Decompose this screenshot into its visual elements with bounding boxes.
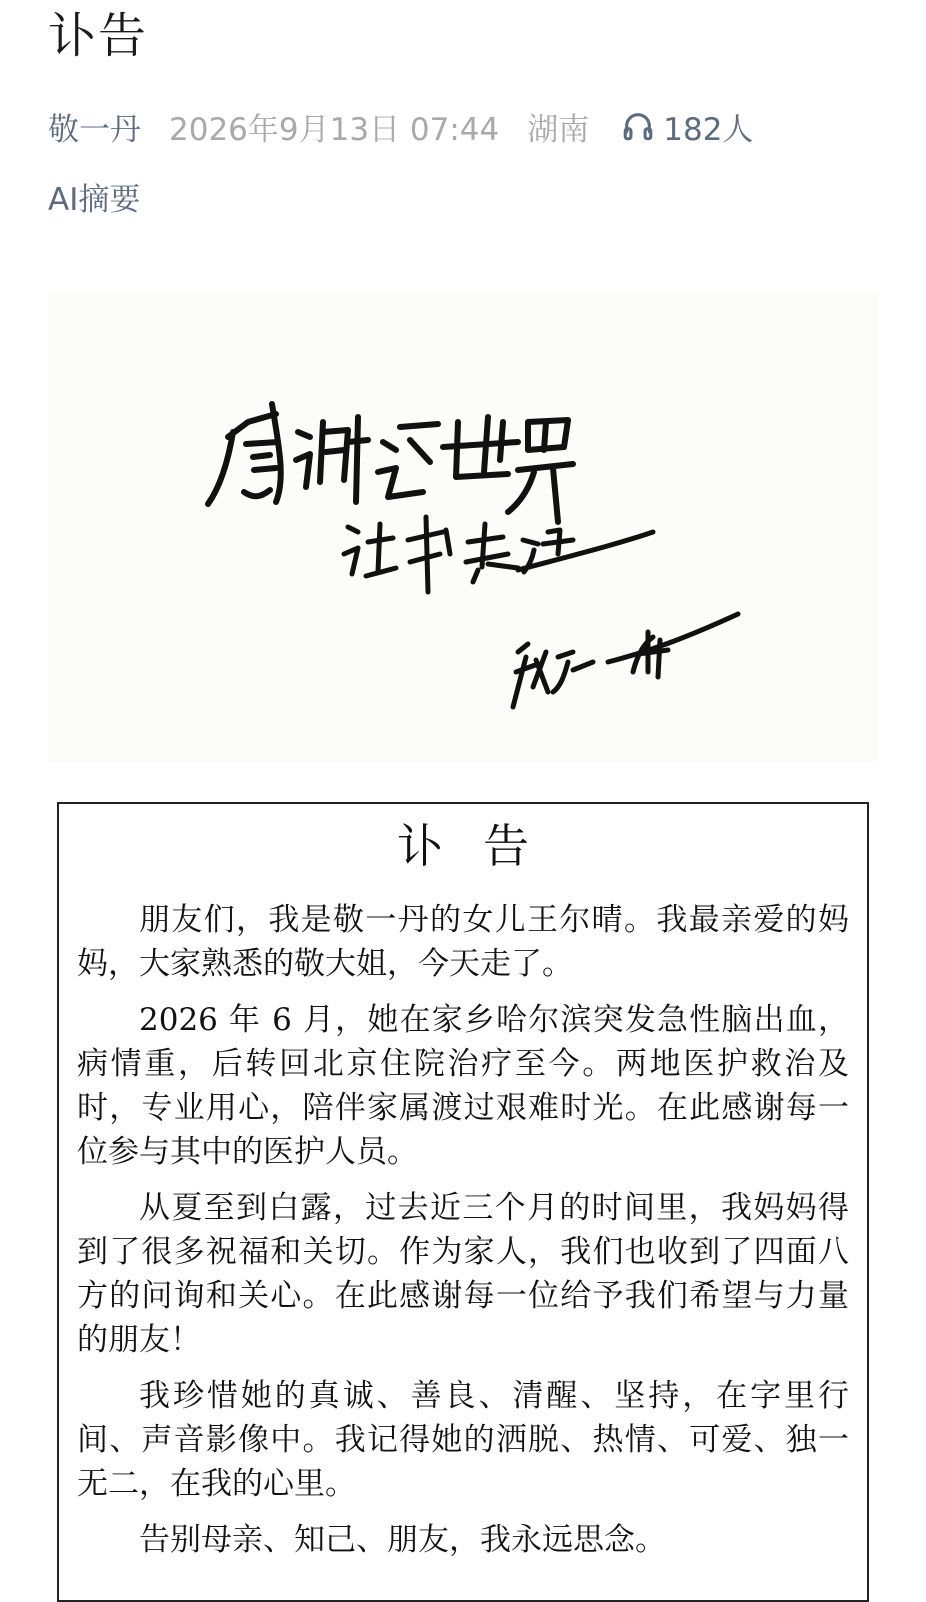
calligraphy-image xyxy=(48,292,878,762)
listen-count-label: 182人 xyxy=(663,111,754,148)
region-label: 湖南 xyxy=(527,111,590,148)
notice-body xyxy=(59,898,867,1562)
notice-paragraph: 告别母亲、知己、朋友，我永远思念。 xyxy=(139,1522,666,1558)
notice-paragraph: 2026 年 6 月，她在家乡哈尔滨突发急性脑出血，病情重，后转回北京住院治疗至今。两地医护救治及时，专业用心，陪伴家属渡过艰难时光。在此感谢每一位参与其中的医护人员。 xyxy=(77,1002,849,1170)
obituary-notice xyxy=(57,802,869,1602)
article-meta xyxy=(48,104,753,148)
author-link[interactable]: 敬一丹 xyxy=(48,111,141,148)
signature xyxy=(513,614,738,707)
calligraphy-line-2 xyxy=(344,517,653,592)
ai-summary-button[interactable]: AI摘要 xyxy=(48,182,141,218)
calligraphy-line-1 xyxy=(208,404,573,522)
notice-paragraph: 从夏至到白露，过去近三个月的时间里，我妈妈得到了很多祝福和关切。作为家人，我们也收到了四面八方的问询和关心。在此感谢每一位给予我们希望与力量的朋友！ xyxy=(77,1190,849,1358)
headphones-icon xyxy=(621,109,655,143)
notice-paragraph: 我珍惜她的真诚、善良、清醒、坚持，在字里行间、声音影像中。我记得她的洒脱、热情、可爱、独一无二，在我的心里。 xyxy=(77,1378,849,1502)
calligraphy-strokes xyxy=(48,292,878,762)
publish-time: 2026年9月13日 07:44 xyxy=(169,111,500,148)
notice-title: 讣告 xyxy=(397,819,569,873)
listen-count[interactable] xyxy=(621,104,753,149)
article-title: 讣告 xyxy=(48,8,149,64)
notice-paragraph: 朋友们，我是敬一丹的女儿王尔晴。我最亲爱的妈妈，大家熟悉的敬大姐，今天走了。 xyxy=(77,902,849,982)
